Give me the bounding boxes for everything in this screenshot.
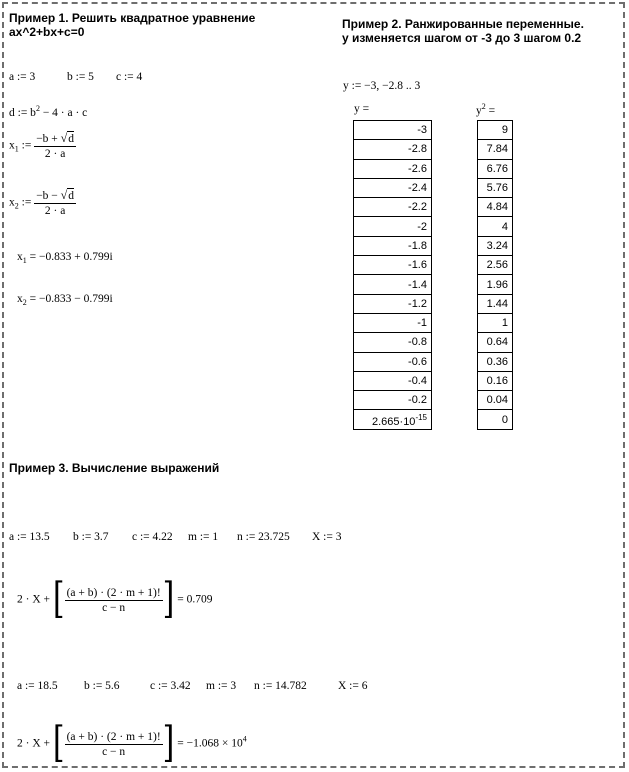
- example1-title: [9, 11, 255, 39]
- x2-denominator: 2 · a: [44, 205, 66, 217]
- x2-numerator: [34, 188, 76, 204]
- x1-num-text: −b +: [36, 133, 61, 145]
- r2-name: x: [17, 293, 23, 305]
- table-row: [354, 371, 432, 390]
- assign-b[interactable]: b := 5: [67, 71, 94, 83]
- y-value-cell[interactable]: -1.6: [354, 256, 432, 275]
- r2-subscript: 2: [22, 298, 27, 307]
- y-value-cell[interactable]: -2: [354, 217, 432, 236]
- table-row: [478, 352, 513, 371]
- set1-a[interactable]: a := 13.5: [9, 531, 50, 543]
- table-row: [354, 159, 432, 178]
- y-last-mantissa: 2.665·10: [372, 415, 416, 428]
- table-row: [354, 333, 432, 352]
- y2-value-cell[interactable]: 4: [478, 217, 513, 236]
- y-value-cell[interactable]: -2.8: [354, 140, 432, 159]
- y2-value-cell[interactable]: 5.76: [478, 178, 513, 197]
- r1-subscript: 1: [22, 256, 27, 265]
- x1-subscript: 1: [14, 144, 19, 154]
- table-row: [354, 352, 432, 371]
- d-rhs: − 4 · a · c: [39, 107, 88, 119]
- table-row: [354, 236, 432, 255]
- expression1[interactable]: [17, 574, 213, 624]
- x2-subscript: 2: [14, 201, 19, 211]
- y-values-table[interactable]: [353, 120, 432, 430]
- set1-x[interactable]: X := 3: [312, 531, 342, 543]
- table-row: [478, 391, 513, 410]
- y-value-cell[interactable]: -1: [354, 313, 432, 332]
- set2-c[interactable]: c := 3.42: [150, 680, 191, 692]
- y-value-cell[interactable]: -2.4: [354, 178, 432, 197]
- x1-fraction: [34, 131, 76, 161]
- y2-value-cell[interactable]: 3.24: [478, 236, 513, 255]
- y2-value-cell[interactable]: 4.84: [478, 198, 513, 217]
- expr2-denominator: c − n: [102, 745, 126, 758]
- example1-title-line1: Пример 1. Решить квадратное уравнение: [9, 11, 256, 25]
- y-value-cell[interactable]: -1.4: [354, 275, 432, 294]
- x2-definition[interactable]: [9, 188, 76, 218]
- y2-value-cell[interactable]: 6.76: [478, 159, 513, 178]
- table-row: [478, 236, 513, 255]
- y-value-cell[interactable]: -1.2: [354, 294, 432, 313]
- y2-value-cell[interactable]: 2.56: [478, 256, 513, 275]
- expr2-prefix: 2 · X +: [17, 737, 53, 750]
- y2-values-table[interactable]: [477, 120, 513, 430]
- y-value-cell[interactable]: -0.6: [354, 352, 432, 371]
- y-value-cell[interactable]: -0.2: [354, 391, 432, 410]
- set2-x[interactable]: X := 6: [338, 680, 368, 692]
- table-row: [354, 410, 432, 429]
- table-row: [478, 333, 513, 352]
- table-row: [478, 371, 513, 390]
- table-row: [354, 121, 432, 140]
- table-row: [354, 313, 432, 332]
- expr2-numerator: (a + b) · (2 · m + 1)!: [66, 730, 161, 743]
- table-row: [354, 217, 432, 236]
- right-bracket-icon: ]: [162, 718, 175, 768]
- r1-name: x: [17, 251, 23, 263]
- expr2-result: = −1.068 × 10: [174, 737, 243, 750]
- set2-m[interactable]: m := 3: [206, 680, 237, 692]
- x2-fraction: [34, 188, 76, 218]
- right-bracket-icon: ]: [162, 574, 175, 624]
- table-row: [478, 294, 513, 313]
- y2-value-cell[interactable]: 7.84: [478, 140, 513, 159]
- y-table-header: y =: [354, 103, 370, 115]
- table-row: [478, 121, 513, 140]
- table-row: [354, 275, 432, 294]
- table-row: [354, 140, 432, 159]
- table-row: [478, 217, 513, 236]
- expr2-exponent: 4: [242, 734, 247, 744]
- range-definition[interactable]: y := −3, −2.8 .. 3: [343, 80, 421, 92]
- table-row: [478, 159, 513, 178]
- y-value-cell[interactable]: -2.2: [354, 198, 432, 217]
- y2-value-cell[interactable]: 9: [478, 121, 513, 140]
- expr1-fraction: [65, 586, 163, 615]
- table-row: [354, 256, 432, 275]
- page-border: [2, 2, 625, 768]
- r1-value: = −0.833 + 0.799i: [26, 251, 113, 263]
- x2-result[interactable]: [17, 292, 113, 310]
- table-row: [478, 178, 513, 197]
- sqrt-icon: √: [60, 131, 68, 145]
- expr1-denominator: c − n: [102, 601, 126, 614]
- y-value-cell[interactable]: -3: [354, 121, 432, 140]
- example2-title-line1: Пример 2. Ранжированные переменные.: [342, 17, 584, 31]
- y2-header-base: y: [476, 105, 482, 117]
- table-row: [478, 313, 513, 332]
- y2-value-cell[interactable]: 0: [478, 410, 513, 429]
- y-value-cell[interactable]: -0.8: [354, 333, 432, 352]
- x2-num-text: −b −: [36, 190, 61, 202]
- sqrt-icon: √: [60, 188, 68, 202]
- expr1-result: = 0.709: [174, 593, 213, 606]
- table-row: [478, 256, 513, 275]
- y2-value-cell[interactable]: 1.96: [478, 275, 513, 294]
- set1-m[interactable]: m := 1: [188, 531, 219, 543]
- left-bracket-icon: [: [52, 574, 65, 624]
- y2-value-cell[interactable]: 1: [478, 313, 513, 332]
- table-row: [478, 140, 513, 159]
- d-lhs: d := b: [9, 107, 36, 119]
- table-row: [354, 294, 432, 313]
- r2-value: = −0.833 − 0.799i: [26, 293, 113, 305]
- x2-radicand: d: [68, 190, 75, 202]
- y-value-cell[interactable]: -2.6: [354, 159, 432, 178]
- expr1-prefix: 2 · X +: [17, 593, 53, 606]
- y2-header-eq: =: [485, 105, 496, 117]
- y2-value-cell[interactable]: 0.16: [478, 371, 513, 390]
- expression2[interactable]: [17, 718, 247, 768]
- table-row: [478, 410, 513, 429]
- x1-numerator: [34, 131, 76, 147]
- x1-assign: :=: [18, 139, 35, 152]
- set2-n[interactable]: n := 14.782: [254, 680, 307, 692]
- table-row: [478, 275, 513, 294]
- x1-definition[interactable]: [9, 131, 76, 161]
- example3-title: Пример 3. Вычисление выражений: [9, 461, 220, 475]
- x2-name: x: [9, 196, 15, 209]
- x1-radicand: d: [68, 133, 75, 145]
- set2-a[interactable]: a := 18.5: [17, 680, 58, 692]
- table-row: [354, 178, 432, 197]
- y2-value-cell[interactable]: 0.04: [478, 391, 513, 410]
- assign-a[interactable]: a := 3: [9, 71, 36, 83]
- y-value-cell[interactable]: [354, 410, 432, 429]
- left-bracket-icon: [: [52, 718, 65, 768]
- y-last-exponent: -15: [415, 412, 427, 422]
- discriminant-definition[interactable]: [9, 102, 87, 120]
- set1-c[interactable]: c := 4.22: [132, 531, 173, 543]
- set1-n[interactable]: n := 23.725: [237, 531, 290, 543]
- x1-result[interactable]: [17, 250, 113, 268]
- set1-b[interactable]: b := 3.7: [73, 531, 109, 543]
- example1-title-line2: ax^2+bx+c=0: [9, 25, 85, 39]
- y-value-cell[interactable]: -0.4: [354, 371, 432, 390]
- example2-title: [342, 17, 584, 45]
- d-exponent: 2: [35, 104, 40, 113]
- y2-value-cell[interactable]: 0.36: [478, 352, 513, 371]
- x1-denominator: 2 · a: [44, 148, 66, 160]
- y2-value-cell[interactable]: 0.64: [478, 333, 513, 352]
- example2-title-line2: у изменяется шагом от -3 до 3 шагом 0.2: [342, 31, 582, 45]
- y2-header-exponent: 2: [481, 102, 486, 111]
- y2-table-header: [476, 100, 495, 118]
- y-value-cell[interactable]: -1.8: [354, 236, 432, 255]
- x2-assign: :=: [18, 196, 35, 209]
- set2-b[interactable]: b := 5.6: [84, 680, 120, 692]
- assign-c[interactable]: c := 4: [116, 71, 143, 83]
- x1-name: x: [9, 139, 15, 152]
- table-row: [354, 391, 432, 410]
- table-row: [354, 198, 432, 217]
- expr2-fraction: [65, 730, 163, 759]
- table-row: [478, 198, 513, 217]
- y2-value-cell[interactable]: 1.44: [478, 294, 513, 313]
- expr1-numerator: (a + b) · (2 · m + 1)!: [66, 586, 161, 599]
